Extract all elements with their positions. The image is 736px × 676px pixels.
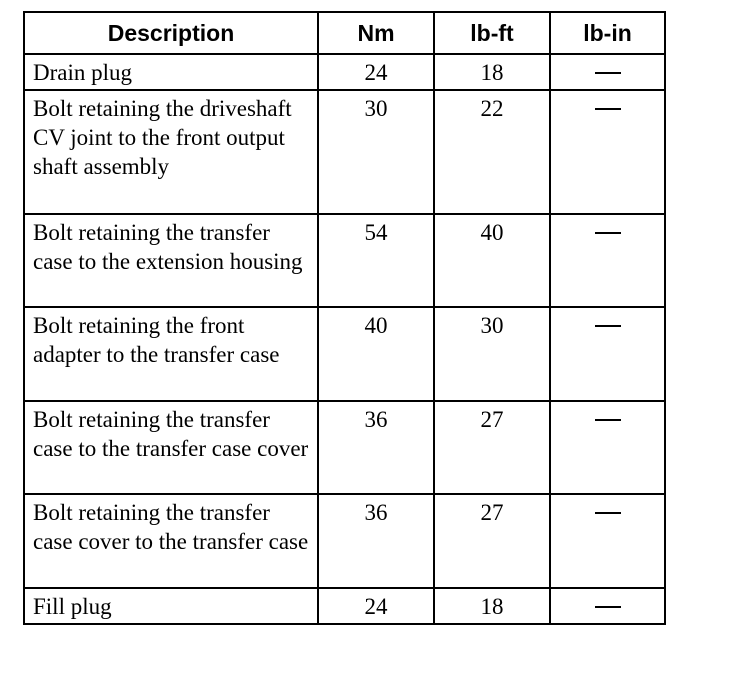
row-lbin <box>550 54 665 90</box>
row-lbft: 27 <box>434 494 550 588</box>
table-row <box>24 588 665 624</box>
row-nm: 54 <box>318 214 434 307</box>
table-row <box>24 54 665 90</box>
row-lbin <box>550 307 665 401</box>
table-row <box>24 90 665 214</box>
row-description: Bolt retaining the transfer case to the transfer case cover <box>24 401 318 494</box>
dash-mark <box>595 606 621 608</box>
header-description: Description <box>24 12 318 54</box>
row-nm: 36 <box>318 494 434 588</box>
row-nm: 40 <box>318 307 434 401</box>
row-lbin <box>550 401 665 494</box>
row-description: Bolt retaining the transfer case cover to the transfer case <box>24 494 318 588</box>
dash-mark <box>595 232 621 234</box>
torque-specification-table <box>23 11 666 625</box>
row-lbft: 22 <box>434 90 550 214</box>
row-lbft: 30 <box>434 307 550 401</box>
row-lbin <box>550 588 665 624</box>
row-lbin <box>550 494 665 588</box>
row-lbin <box>550 90 665 214</box>
row-description: Drain plug <box>24 54 318 90</box>
header-lbin: lb-in <box>550 12 665 54</box>
row-lbft: 40 <box>434 214 550 307</box>
row-description: Bolt retaining the front adapter to the transfer case <box>24 307 318 401</box>
row-lbft: 27 <box>434 401 550 494</box>
row-lbft: 18 <box>434 54 550 90</box>
row-lbft: 18 <box>434 588 550 624</box>
row-description: Fill plug <box>24 588 318 624</box>
table-row <box>24 494 665 588</box>
row-nm: 36 <box>318 401 434 494</box>
table-row <box>24 401 665 494</box>
dash-mark <box>595 72 621 74</box>
row-description: Bolt retaining the driveshaft CV joint to the front output shaft assembly <box>24 90 318 214</box>
row-nm: 24 <box>318 588 434 624</box>
row-nm: 30 <box>318 90 434 214</box>
dash-mark <box>595 325 621 327</box>
table-row <box>24 307 665 401</box>
table-row <box>24 214 665 307</box>
table-header-row <box>24 12 665 54</box>
row-description: Bolt retaining the transfer case to the extension housing <box>24 214 318 307</box>
dash-mark <box>595 108 621 110</box>
row-lbin <box>550 214 665 307</box>
header-lbft: lb-ft <box>434 12 550 54</box>
dash-mark <box>595 419 621 421</box>
row-nm: 24 <box>318 54 434 90</box>
header-nm: Nm <box>318 12 434 54</box>
dash-mark <box>595 512 621 514</box>
